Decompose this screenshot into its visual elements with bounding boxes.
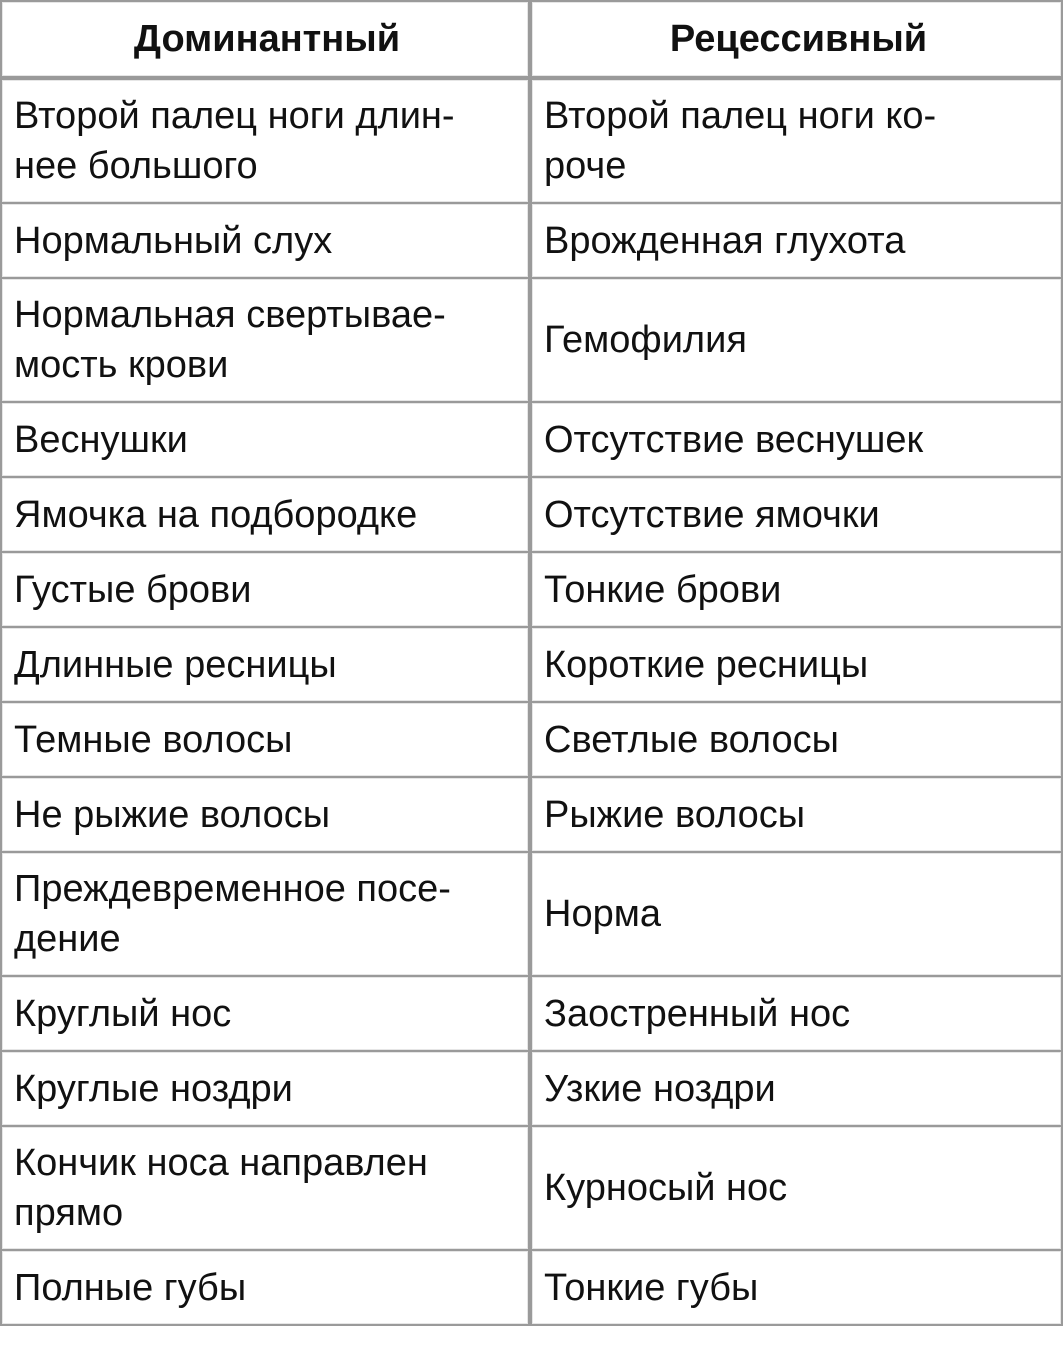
recessive-cell: Короткие ресницы [530,626,1063,701]
dominant-cell: Полные губы [0,1249,530,1326]
header-dominant: Доминантный [0,0,530,78]
table-row [0,1125,1063,1249]
recessive-cell: Отсутствие веснушек [530,401,1063,476]
table-row [0,1050,1063,1125]
table-row [0,277,1063,401]
recessive-cell: Второй палец ноги ко- роче [530,78,1063,202]
dominant-cell: Длинные ресницы [0,626,530,701]
table-row [0,626,1063,701]
dominant-cell: Кончик носа направлен прямо [0,1125,530,1249]
recessive-cell: Норма [530,851,1063,975]
table-row [0,701,1063,776]
recessive-cell: Узкие ноздри [530,1050,1063,1125]
dominant-cell: Нормальный слух [0,202,530,277]
dominant-cell: Преждевременное посе- дение [0,851,530,975]
header-recessive: Рецессивный [530,0,1063,78]
dominant-cell: Не рыжие волосы [0,776,530,851]
dominant-cell: Круглый нос [0,975,530,1050]
table-row [0,975,1063,1050]
recessive-cell: Рыжие волосы [530,776,1063,851]
table-row [0,476,1063,551]
table-row [0,78,1063,202]
dominant-cell: Второй палец ноги длин- нее большого [0,78,530,202]
table-row [0,202,1063,277]
dominant-cell: Ямочка на подбородке [0,476,530,551]
dominant-cell: Густые брови [0,551,530,626]
dominant-cell: Нормальная свертывае- мость крови [0,277,530,401]
table-row [0,551,1063,626]
dominant-cell: Круглые ноздри [0,1050,530,1125]
recessive-cell: Тонкие губы [530,1249,1063,1326]
recessive-cell: Тонкие брови [530,551,1063,626]
recessive-cell: Светлые волосы [530,701,1063,776]
table-row [0,776,1063,851]
recessive-cell: Отсутствие ямочки [530,476,1063,551]
table-row [0,401,1063,476]
recessive-cell: Гемофилия [530,277,1063,401]
header-row [0,0,1063,78]
recessive-cell: Заостренный нос [530,975,1063,1050]
dominant-cell: Темные волосы [0,701,530,776]
recessive-cell: Курносый нос [530,1125,1063,1249]
table-row [0,1249,1063,1326]
dominant-cell: Веснушки [0,401,530,476]
table-row [0,851,1063,975]
recessive-cell: Врожденная глухота [530,202,1063,277]
